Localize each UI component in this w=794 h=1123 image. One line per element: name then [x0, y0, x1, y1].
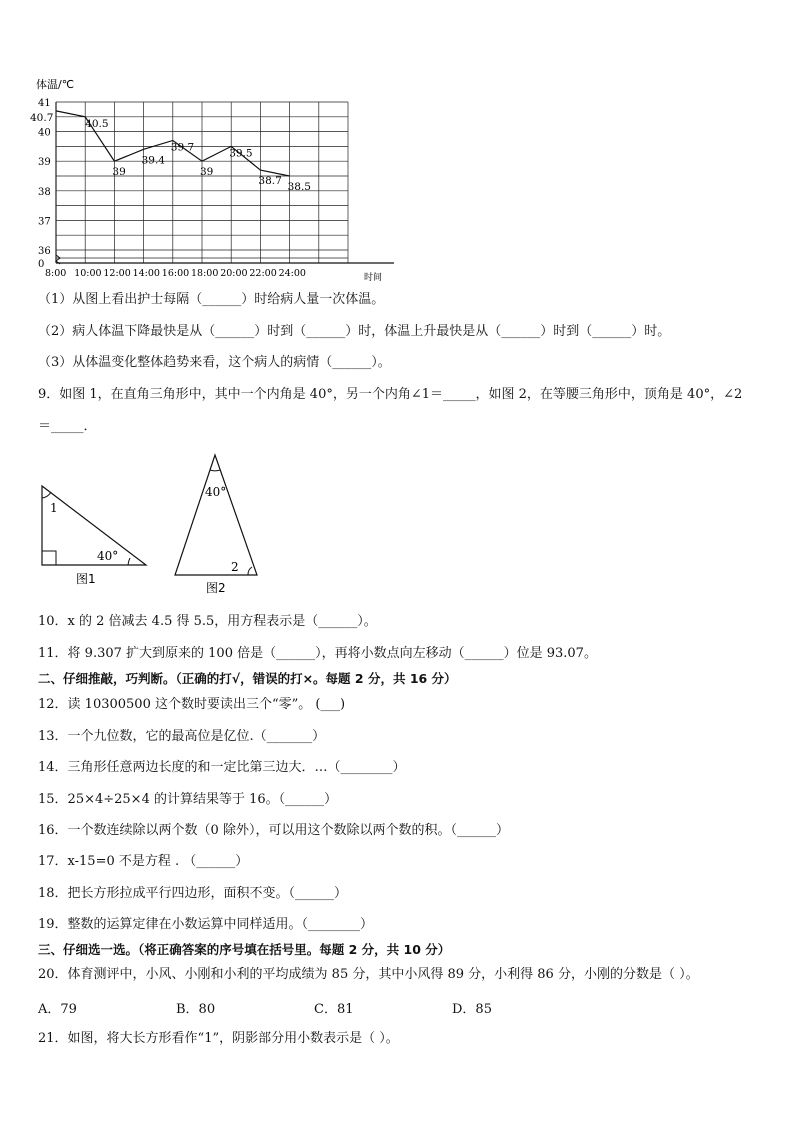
- q21: 21．如图，将大长方形看作“1”，阴影部分用小数表示是（ ）。: [38, 1031, 399, 1046]
- x-tick-label: 8:00: [45, 268, 67, 279]
- y-tick-label: 41: [38, 98, 51, 109]
- x-tick-label: 16:00: [161, 268, 190, 279]
- data-label: 38.5: [287, 181, 311, 193]
- angle-1-label: 1: [50, 501, 58, 515]
- y-tick-label: 37: [38, 216, 51, 228]
- fig1-angle-label: 40°: [97, 549, 119, 563]
- data-label: 40.5: [85, 117, 109, 130]
- y-tick-label: 38: [38, 186, 51, 198]
- chart-ylabel: 体温/℃: [36, 78, 75, 91]
- q15: 15．25×4÷25×4 的计算结果等于 16。（______）: [38, 792, 338, 807]
- angle-2-label: 2: [231, 560, 239, 574]
- fig1-caption: 图1: [76, 572, 96, 586]
- q17: 17．x-15=0 不是方程 . （______）: [38, 854, 249, 869]
- section3-heading: 三、仔细选一选。（将正确答案的序号填在括号里。每题 2 分，共 10 分）: [38, 942, 451, 957]
- data-label: 39: [112, 166, 126, 179]
- q20-option-b: B．80: [176, 1002, 216, 1017]
- q8-part3: （3）从体温变化整体趋势来看，这个病人的病情（______）。: [38, 355, 391, 370]
- data-label: 39: [200, 166, 214, 179]
- q20-option-c: C．81: [314, 1002, 354, 1017]
- chart-xlabel: 时间: [364, 273, 383, 283]
- data-label: 39.7: [170, 141, 195, 154]
- y-tick-label: 0: [38, 259, 45, 270]
- x-tick-label: 10:00: [74, 268, 102, 279]
- x-tick-label: 14:00: [132, 268, 160, 279]
- y-tick-label: 40: [38, 127, 51, 139]
- y-tick-label: 36: [38, 246, 51, 257]
- q13: 13．一个九位数，它的最高位是亿位.（_______）: [38, 729, 326, 744]
- fig2-caption: 图2: [206, 581, 226, 595]
- q12: 12．读 10300500 这个数时要读出三个“零”。 (___): [38, 697, 346, 712]
- data-label: 40.7: [30, 111, 54, 124]
- q10: 10．x 的 2 倍减去 4.5 得 5.5，用方程表示是（______）。: [38, 614, 377, 629]
- q20-option-d: D．85: [452, 1002, 492, 1017]
- section2-heading: 二、仔细推敲，巧判断。（正确的打√，错误的打×。每题 2 分，共 16 分）: [38, 671, 457, 686]
- x-tick-label: 20:00: [220, 268, 248, 279]
- q18: 18．把长方形拉成平行四边形，面积不变。（______）: [38, 886, 348, 901]
- y-tick-label: 39: [38, 157, 51, 169]
- data-label: 39.4: [141, 154, 165, 167]
- q20: 20．体育测评中，小风、小刚和小利的平均成绩为 85 分，其中小风得 89 分，小利得 86 分，小刚的分数是（ ）。: [38, 967, 699, 982]
- triangle-figures: [34, 448, 274, 598]
- temperature-line-chart: [30, 74, 404, 288]
- data-label: 39.5: [229, 147, 253, 160]
- x-tick-label: 18:00: [191, 268, 219, 279]
- x-tick-label: 22:00: [249, 268, 277, 279]
- x-tick-label: 24:00: [278, 268, 306, 279]
- right-triangle-figure: [42, 486, 146, 586]
- fig2-angle-label: 40°: [205, 485, 227, 499]
- q9-line2: ＝_____．: [38, 419, 97, 434]
- q9-line1: 9．如图 1，在直角三角形中，其中一个内角是 40°，另一个内角∠1＝_____，如图 2，在等腰三角形中，顶角是 40°，∠2: [38, 387, 743, 402]
- isosceles-triangle-figure: [175, 455, 257, 595]
- q19: 19．整数的运算定律在小数运算中同样适用。（________）: [38, 917, 374, 932]
- data-label: 38.7: [258, 175, 282, 188]
- q16: 16．一个数连续除以两个数（0 除外），可以用这个数除以两个数的积。（______）: [38, 823, 509, 838]
- q20-option-a: A．79: [38, 1002, 77, 1017]
- q8-part2: （2）病人体温下降最快是从（______）时到（______）时，体温上升最快是从（______）时到（______）时。: [38, 324, 671, 339]
- q8-part1: （1）从图上看出护士每隔（______）时给病人量一次体温。: [38, 292, 385, 307]
- q11: 11．将 9.307 扩大到原来的 100 倍是（______），再将小数点向左移动（______）位是 93.07。: [38, 646, 597, 661]
- q14: 14．三角形任意两边长度的和一定比第三边大．…（________）: [38, 760, 406, 775]
- x-tick-label: 12:00: [103, 268, 131, 279]
